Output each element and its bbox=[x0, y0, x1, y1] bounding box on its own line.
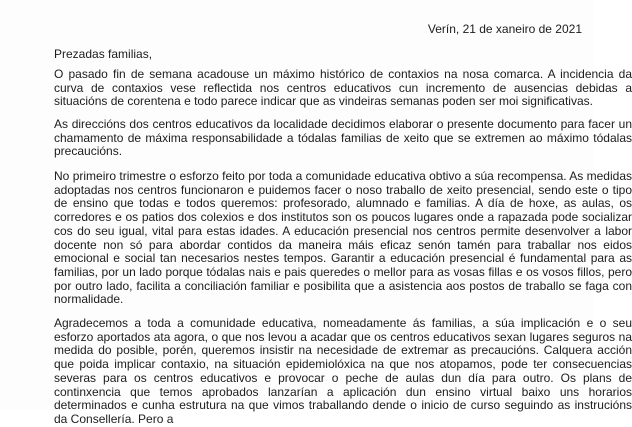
paragraph-1: O pasado fin de semana acadouse un máximo histórico de contaxios na nosa comarca. A incidencia da curva de contaxios vese reflectida nos centros educativos cun incremento de ausencias debidas a situacións de corentena e todo parece indicar que as vindeiras semanas poden ser moi significativas. bbox=[54, 67, 632, 109]
letter-salutation: Prezadas familias, bbox=[54, 47, 153, 61]
paragraph-3: No primeiro trimestre o esforzo feito por toda a comunidade educativa obtivo a súa recompensa. As medidas adoptadas nos centros funcionaron e puidemos facer o noso traballo de xeito presencial, sendo este o tipo de ensino que todas e todos queremos: profesorado, alumnado e familias. A día de hoxe, as aulas, os corredores e os patios dos colexios e dos institutos son os poucos lugares onde a rapazada pode socializar cos do seu igual, vital para estas idades. A educación presencial nos centros permite desenvolver a labor docente non só para abordar contidos da maneira máis eficaz senón tamén para traballar nos eidos emocional e social tan necesarios nestes tempos. Garantir a educación presencial é fundamental para as familias, por un lado porque tódalas nais e pais queredes o mellor para as vosas fillas e os vosos fillos, pero por outro lado, facilita a conciliación familiar e posibilita que a asistencia aos postos de traballo se faga con normalidade. bbox=[54, 169, 632, 307]
paragraph-4: Agradecemos a toda a comunidade educativa, nomeadamente ás familias, a súa implicación e o seu esforzo aportados ata agora, o que nos levou a acadar que os centros educativos sexan lugares seguros na medida do posible, porén, queremos insistir na necesidade de extremar as precaucións. Calquera acción que poida implicar contaxio, na situación epidemiolóxica na que nos atopamos, pode ter consecuencias severas para os centros educativos e provocar o peche de aulas dun día para outro. Os plans de continxencia que temos aprobados lanzarían a aplicación dun ensino virtual baixo uns horarios determinados e cunha estrutura na que vimos traballando dende o inicio de curso seguindo as instrucións da Consellería. Pero a bbox=[54, 316, 632, 426]
letter-date: Verín, 21 de xaneiro de 2021 bbox=[427, 22, 582, 36]
paragraph-2: As direccións dos centros educativos da localidade decidimos elaborar o presente documento para facer un chamamento de máxima responsabilidade a tódalas familias de xeito que se extremen ao máximo tódalas precaucións. bbox=[54, 117, 632, 159]
